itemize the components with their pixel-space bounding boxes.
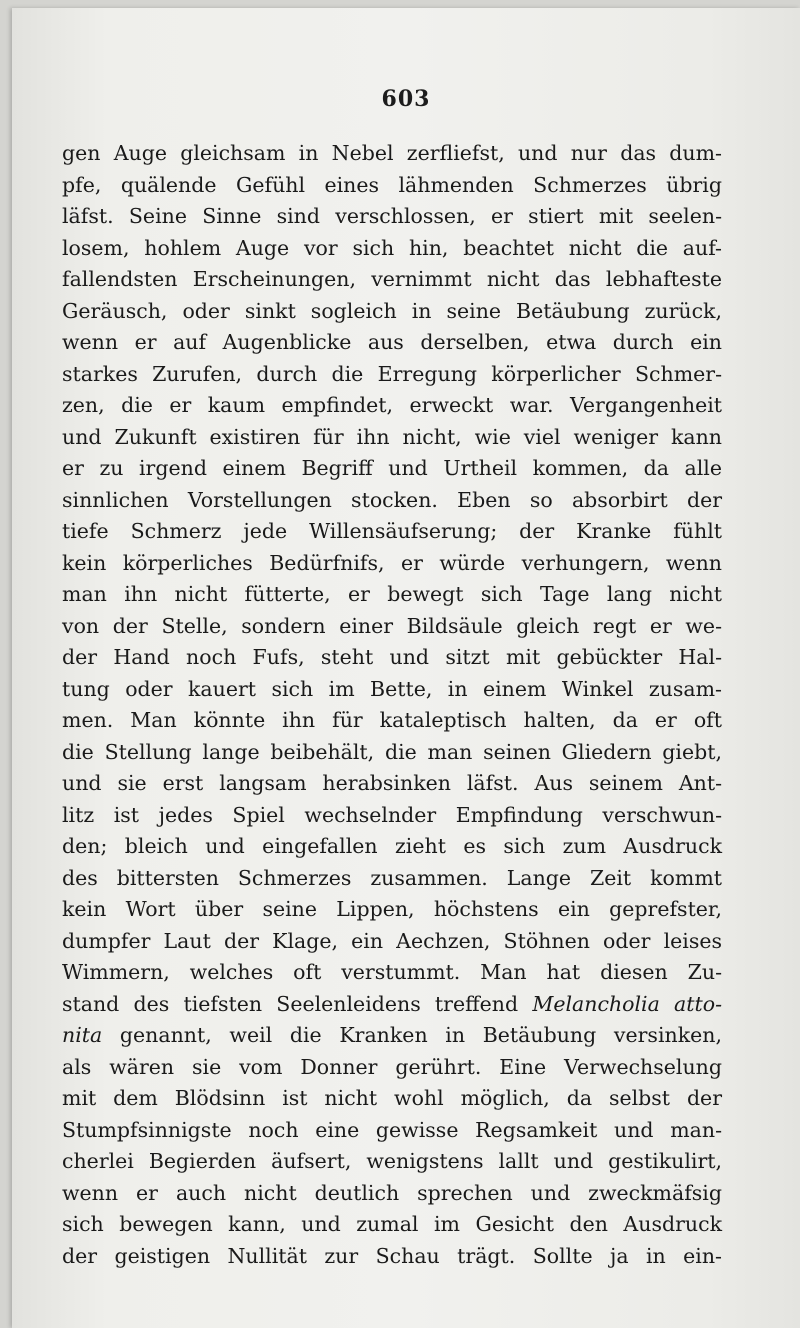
text-line-24: des bittersten Schmerzes zusammen. Lange Zeit kommt (62, 865, 722, 890)
text-line-15: man ihn nicht fütterte, er bewegt sich Tage lang nicht (62, 582, 722, 606)
text-line-2: pfe, quälende Gefühl eines lähmenden Schmerzes übrig (62, 172, 722, 197)
book-page (12, 8, 800, 1328)
text-line-17: der Hand noch Fufs, steht und sitzt mit gebückter Hal- (62, 645, 722, 669)
text-line-22: litz ist jedes Spiel wechselnder Empfindung verschwun- (62, 802, 722, 827)
text-line-12: sinnlichen Vorstellungen stocken. Eben so absorbirt der (62, 487, 722, 512)
text-line-13: tiefe Schmerz jede Willensäufserung; der Kranke fühlt (62, 519, 722, 543)
text-line-36: der geistigen Nullität zur Schau trägt. Sollte ja in ein- (62, 1243, 722, 1268)
text-line-31: mit dem Blödsinn ist nicht wohl möglich, da selbst der (62, 1086, 722, 1110)
text-line-5: fallendsten Erscheinungen, vernimmt nicht das lebhafteste (62, 267, 722, 291)
text-line-28-roman: stand des tiefsten Seelenleidens treffend (62, 991, 519, 1016)
text-line-20: die Stellung lange beibehält, die man seinen Gliedern giebt, (62, 739, 722, 764)
text-line-26: dumpfer Laut der Klage, ein Aechzen, Stöhnen oder leises (62, 928, 722, 953)
text-line-14: kein körperliches Bedürfnifs, er würde verhungern, wenn (62, 550, 722, 575)
text-line-23: den; bleich und eingefallen zieht es sich zum Ausdruck (62, 834, 722, 858)
text-line-3: läfst. Seine Sinne sind verschlossen, er stiert mit seelen- (62, 204, 722, 228)
text-line-7: wenn er auf Augenblicke aus derselben, etwa durch ein (62, 330, 722, 354)
text-line-4: losem, hohlem Auge vor sich hin, beachtet nicht die auf- (62, 235, 722, 260)
text-line-30: als wären sie vom Donner gerührt. Eine Verwechselung (62, 1054, 722, 1079)
text-line-27: Wimmern, welches oft verstummt. Man hat diesen Zu- (62, 960, 722, 984)
text-line-19: men. Man könnte ihn für kataleptisch halten, da er oft (62, 708, 722, 732)
text-line-25: kein Wort über seine Lippen, höchstens ein geprefster, (62, 897, 722, 921)
text-line-29-roman: genannt, weil die Kranken in Betäubung versinken, (119, 1023, 722, 1047)
text-line-21: und sie erst langsam herabsinken läfst. Aus seinem Ant- (62, 771, 722, 795)
text-line-18: tung oder kauert sich im Bette, in einem Winkel zusam- (62, 676, 722, 701)
body-text (62, 138, 722, 1272)
text-line-16: von der Stelle, sondern einer Bildsäule gleich regt er we- (62, 613, 722, 638)
page-number: 603 (381, 86, 431, 112)
text-line-8: starkes Zurufen, durch die Erregung körperlicher Schmer- (62, 361, 722, 386)
text-line-33: cherlei Begierden äufsert, wenigstens lallt und gestikulirt, (62, 1149, 722, 1173)
italic-term-part-2: nita (62, 1023, 103, 1047)
text-line-28 (62, 989, 722, 1021)
text-line-6: Geräusch, oder sinkt sogleich in seine Betäubung zurück, (62, 298, 722, 323)
text-line-34: wenn er auch nicht deutlich sprechen und zweckmäfsig (62, 1180, 722, 1205)
text-line-29 (62, 1020, 722, 1052)
text-line-11: er zu irgend einem Begriff und Urtheil kommen, da alle (62, 456, 722, 480)
italic-term-part-1: Melancholia atto- (532, 991, 722, 1016)
text-line-10: und Zukunft existiren für ihn nicht, wie viel weniger kann (62, 424, 722, 449)
text-line-32: Stumpfsinnigste noch eine gewisse Regsamkeit und man- (62, 1117, 722, 1142)
text-line-35: sich bewegen kann, und zumal im Gesicht den Ausdruck (62, 1212, 722, 1236)
text-line-1: gen Auge gleichsam in Nebel zerfliefst, und nur das dum- (62, 141, 722, 165)
text-line-9: zen, die er kaum empfindet, erweckt war. Vergangenheit (62, 393, 722, 417)
